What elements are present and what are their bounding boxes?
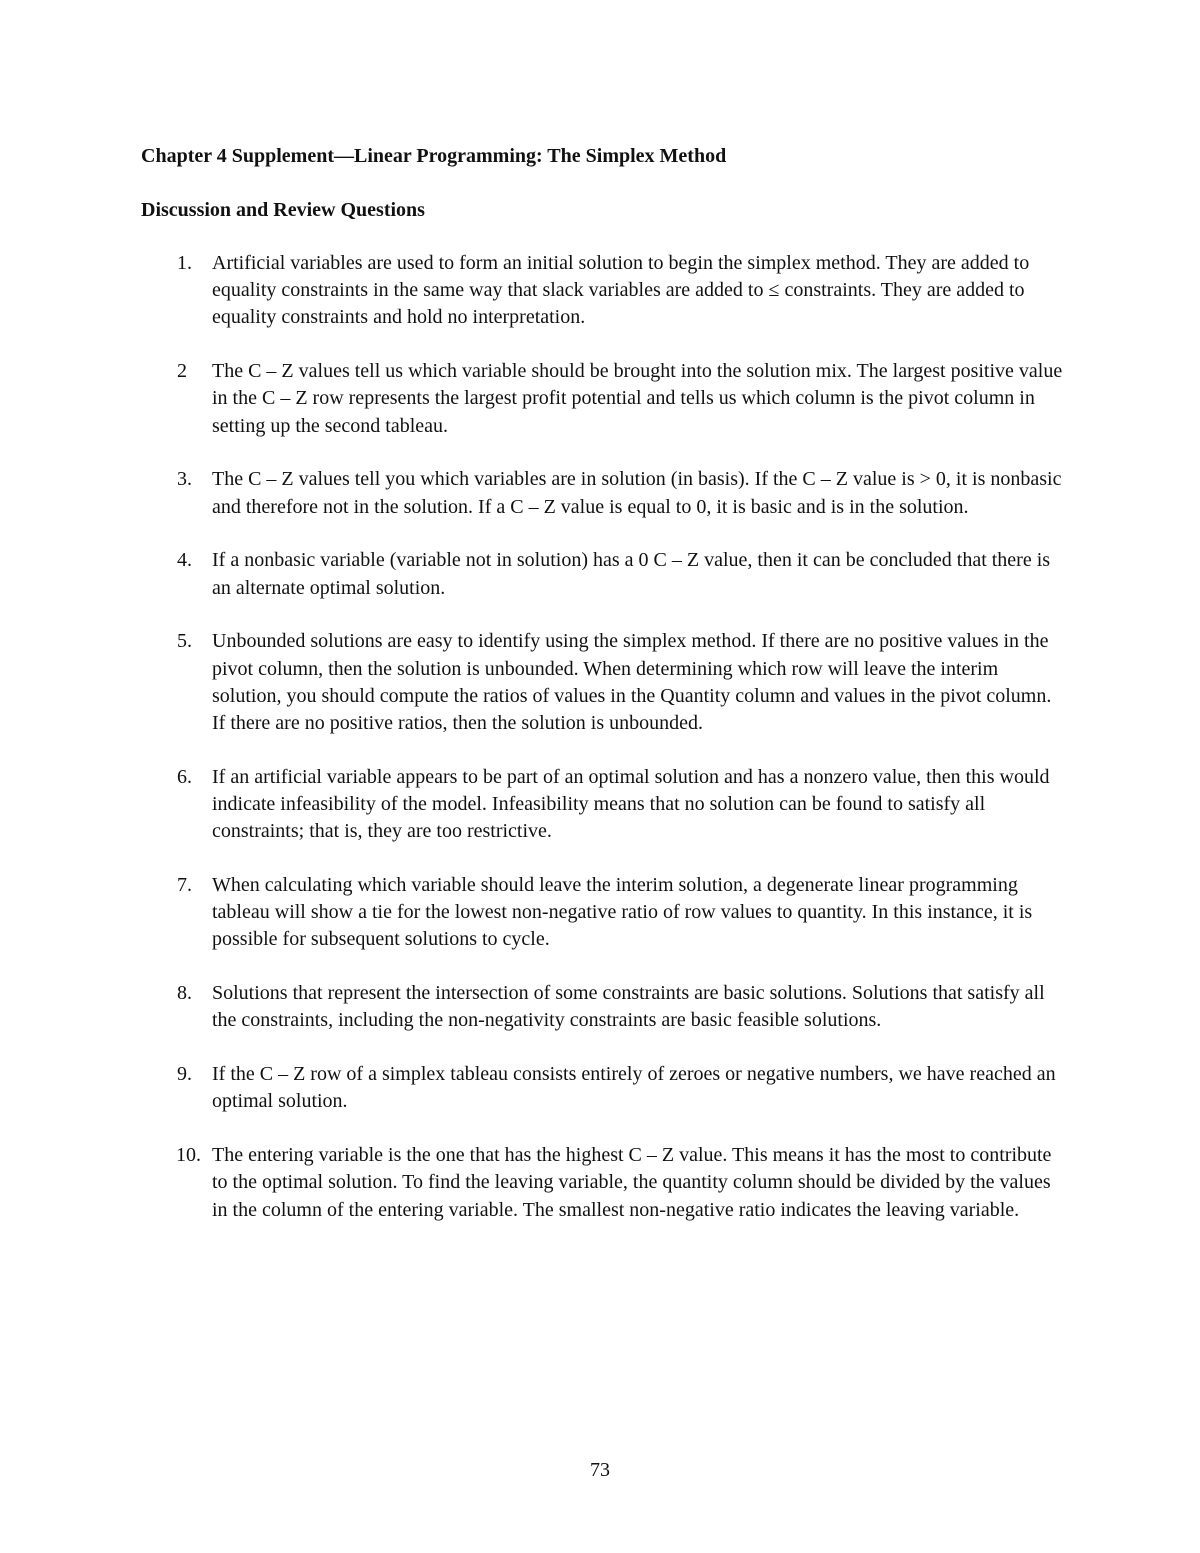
- page-number: 73: [590, 1459, 610, 1481]
- question-text: Solutions that represent the intersection of some constraints are basic solutions. Solutions that satisfy all the constraints, including the non-negativity constraints are basic feasible solutions.: [212, 982, 1045, 1032]
- question-number: 10.: [176, 1144, 201, 1167]
- question-text: The C – Z values tell you which variables are in solution (in basis). If the C – Z value is > 0, it is nonbasic and therefore not in the solution. If a C – Z value is equal to 0, it is basic and is in the solution.: [212, 468, 1062, 518]
- question-item-2: [141, 358, 1066, 440]
- question-item-7: [141, 872, 1066, 954]
- question-number: 5.: [177, 630, 192, 653]
- question-number: 4.: [177, 549, 192, 572]
- question-number: 2: [177, 360, 187, 383]
- question-text: Unbounded solutions are easy to identify using the simplex method. If there are no positive values in the pivot column, then the solution is unbounded. When determining which row will leave the interim solution, you should compute the ratios of values in the Quantity column and values in the pivot column. If there are no positive ratios, then the solution is unbounded.: [212, 630, 1052, 735]
- question-text: If an artificial variable appears to be part of an optimal solution and has a nonzero value, then this would indicate infeasibility of the model. Infeasibility means that no solution can be found to satisfy all constraints; that is, they are too restrictive.: [212, 765, 1050, 843]
- question-item-4: [141, 547, 1066, 601]
- question-number: 9.: [177, 1063, 192, 1086]
- question-list: [141, 250, 1066, 1250]
- question-text: If a nonbasic variable (variable not in solution) has a 0 C – Z value, then it can be concluded that there is an alternate optimal solution.: [212, 549, 1051, 599]
- question-number: 7.: [177, 874, 192, 897]
- question-item-1: [141, 250, 1066, 332]
- question-text: If the C – Z row of a simplex tableau consists entirely of zeroes or negative numbers, we have reached an optimal solution.: [212, 1063, 1056, 1113]
- question-text: The entering variable is the one that has the highest C – Z value. This means it has the most to contribute to the optimal solution. To find the leaving variable, the quantity column should be divided by the values in the column of the entering variable. The smallest non-negative ratio indicates the leaving variable.: [212, 1144, 1052, 1221]
- question-number: 3.: [177, 468, 192, 491]
- question-item-8: [141, 980, 1066, 1034]
- question-item-5: [141, 628, 1066, 737]
- question-item-3: [141, 466, 1066, 520]
- question-text: Artificial variables are used to form an initial solution to begin the simplex method. They are added to equality constraints in the same way that slack variables are added to ≤ constraints. They are added to equality constraints and hold no interpretation.: [212, 252, 1030, 329]
- question-text: The C – Z values tell us which variable should be brought into the solution mix. The largest positive value in the C – Z row represents the largest profit potential and tells us which column is the pivot column in setting up the second tableau.: [212, 360, 1063, 437]
- question-number: 6.: [177, 765, 192, 788]
- question-item-10: [141, 1142, 1066, 1224]
- question-number: 1.: [177, 252, 192, 274]
- question-item-9: [141, 1061, 1066, 1115]
- question-item-6: [141, 764, 1066, 846]
- question-text: When calculating which variable should leave the interim solution, a degenerate linear programming tableau will show a tie for the lowest non-negative ratio of row values to quantity. In this instance, it is possible for subsequent solutions to cycle.: [212, 874, 1033, 951]
- document-title: Chapter 4 Supplement—Linear Programming: The Simplex Method: [141, 145, 727, 167]
- question-number: 8.: [177, 982, 192, 1005]
- section-heading: Discussion and Review Questions: [141, 199, 425, 221]
